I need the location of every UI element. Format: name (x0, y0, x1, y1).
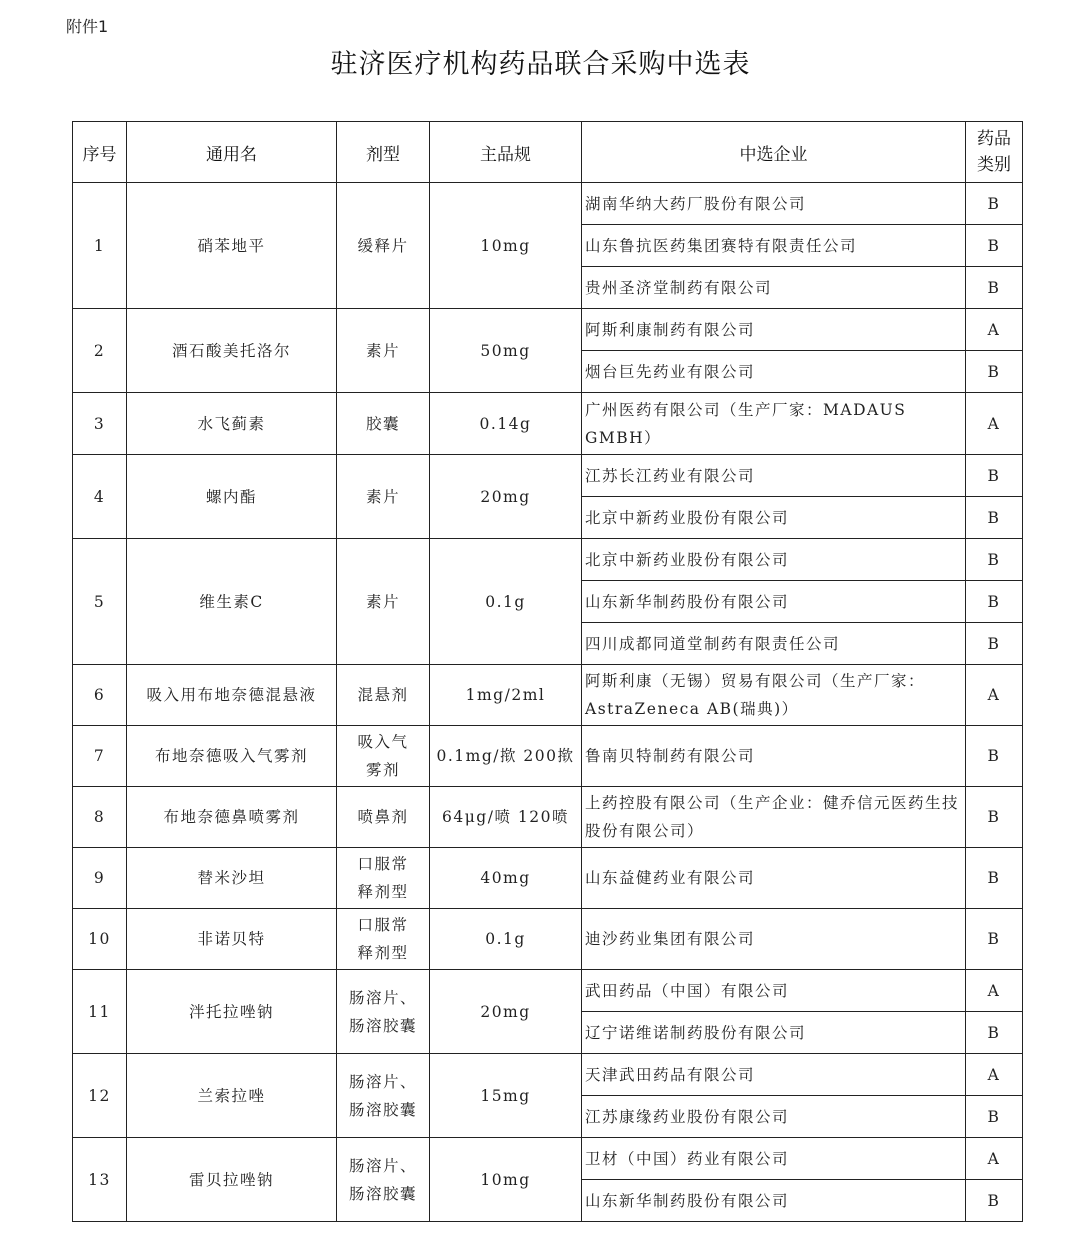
cell-company: 山东新华制药股份有限公司 (582, 581, 966, 623)
cell-company: 阿斯利康制药有限公司 (582, 309, 966, 351)
cell-spec: 0.14g (430, 393, 582, 455)
cell-category: B (966, 726, 1023, 787)
cell-company: 迪沙药业集团有限公司 (582, 909, 966, 970)
cell-spec: 10mg (430, 1138, 582, 1222)
cell-dosage-form (337, 970, 430, 1054)
table-row (73, 726, 1023, 787)
cell-category: B (966, 539, 1023, 581)
header-category: 药品类别 (966, 122, 1023, 183)
cell-dosage-form (337, 848, 430, 909)
cell-category: B (966, 581, 1023, 623)
header-company: 中选企业 (582, 122, 966, 183)
cell-category: B (966, 225, 1023, 267)
cell-category: A (966, 1138, 1023, 1180)
cell-dosage-form (337, 726, 430, 787)
dosage-form-text: 口服常释剂型 (357, 855, 409, 901)
table-row (73, 848, 1023, 909)
cell-no: 2 (73, 309, 127, 393)
cell-spec: 64μg/喷 120喷 (430, 787, 582, 848)
cell-dosage-form: 混悬剂 (337, 665, 430, 726)
cell-company: 贵州圣济堂制药有限公司 (582, 267, 966, 309)
cell-category: A (966, 665, 1023, 726)
table-row (73, 787, 1023, 848)
cell-generic-name: 雷贝拉唑钠 (127, 1138, 337, 1222)
dosage-form-text: 肠溶片、肠溶胶囊 (349, 1156, 418, 1203)
cell-no: 9 (73, 848, 127, 909)
cell-spec: 20mg (430, 455, 582, 539)
cell-generic-name: 布地奈德鼻喷雾剂 (127, 787, 337, 848)
cell-no: 8 (73, 787, 127, 848)
cell-company: 山东新华制药股份有限公司 (582, 1180, 966, 1222)
cell-dosage-form: 喷鼻剂 (337, 787, 430, 848)
cell-spec: 50mg (430, 309, 582, 393)
cell-dosage-form (337, 1138, 430, 1222)
cell-company: 辽宁诺维诺制药股份有限公司 (582, 1012, 966, 1054)
header-row (73, 122, 1023, 183)
cell-no: 6 (73, 665, 127, 726)
cell-category: A (966, 309, 1023, 351)
cell-no: 7 (73, 726, 127, 787)
cell-company: 山东鲁抗医药集团赛特有限责任公司 (582, 225, 966, 267)
cell-generic-name: 布地奈德吸入气雾剂 (127, 726, 337, 787)
cell-company: 江苏康缘药业股份有限公司 (582, 1096, 966, 1138)
header-spec: 主品规 (430, 122, 582, 183)
cell-company: 烟台巨先药业有限公司 (582, 351, 966, 393)
cell-category: B (966, 623, 1023, 665)
page-title: 驻济医疗机构药品联合采购中选表 (330, 49, 751, 80)
cell-category: A (966, 970, 1023, 1012)
cell-generic-name: 泮托拉唑钠 (127, 970, 337, 1054)
table-row (73, 909, 1023, 970)
cell-generic-name: 硝苯地平 (127, 183, 337, 309)
dosage-form-text: 口服常释剂型 (357, 916, 409, 962)
cell-spec: 10mg (430, 183, 582, 309)
cell-spec: 0.1g (430, 539, 582, 665)
cell-generic-name: 替米沙坦 (127, 848, 337, 909)
cell-category: B (966, 497, 1023, 539)
cell-category: B (966, 1012, 1023, 1054)
header-name: 通用名 (127, 122, 337, 183)
cell-dosage-form: 素片 (337, 455, 430, 539)
cell-category: A (966, 1054, 1023, 1096)
table-row (73, 1138, 1023, 1180)
cell-company: 北京中新药业股份有限公司 (582, 539, 966, 581)
cell-category: B (966, 267, 1023, 309)
cell-no: 11 (73, 970, 127, 1054)
cell-category: B (966, 787, 1023, 848)
dosage-form-text: 吸入气雾剂 (357, 733, 409, 779)
cell-company: 天津武田药品有限公司 (582, 1054, 966, 1096)
cell-category: B (966, 455, 1023, 497)
header-no: 序号 (73, 122, 127, 183)
cell-company: 武田药品（中国）有限公司 (582, 970, 966, 1012)
cell-no: 10 (73, 909, 127, 970)
cell-no: 4 (73, 455, 127, 539)
cell-spec: 20mg (430, 970, 582, 1054)
cell-generic-name: 水飞蓟素 (127, 393, 337, 455)
cell-category: B (966, 1180, 1023, 1222)
cell-company: 山东益健药业有限公司 (582, 848, 966, 909)
cell-category: B (966, 909, 1023, 970)
cell-no: 5 (73, 539, 127, 665)
cell-company: 上药控股有限公司（生产企业：健乔信元医药生技股份有限公司） (582, 787, 966, 848)
cell-spec: 15mg (430, 1054, 582, 1138)
cell-generic-name: 吸入用布地奈德混悬液 (127, 665, 337, 726)
table-row (73, 970, 1023, 1012)
attachment-label: 附件1 (66, 17, 109, 36)
table-row (73, 183, 1023, 225)
cell-spec: 1mg/2ml (430, 665, 582, 726)
cell-dosage-form: 素片 (337, 309, 430, 393)
cell-company: 湖南华纳大药厂股份有限公司 (582, 183, 966, 225)
cell-dosage-form: 胶囊 (337, 393, 430, 455)
table-row (73, 455, 1023, 497)
cell-category: A (966, 393, 1023, 455)
cell-spec: 0.1g (430, 909, 582, 970)
cell-no: 12 (73, 1054, 127, 1138)
cell-generic-name: 酒石酸美托洛尔 (127, 309, 337, 393)
cell-company: 四川成都同道堂制药有限责任公司 (582, 623, 966, 665)
cell-company: 阿斯利康（无锡）贸易有限公司（生产厂家：AstraZeneca AB(瑞典)） (582, 665, 966, 726)
table-row (73, 1054, 1023, 1096)
table-row (73, 539, 1023, 581)
cell-spec: 40mg (430, 848, 582, 909)
cell-company: 江苏长江药业有限公司 (582, 455, 966, 497)
cell-generic-name: 非诺贝特 (127, 909, 337, 970)
cell-spec: 0.1mg/揿 200揿 (430, 726, 582, 787)
cell-dosage-form: 素片 (337, 539, 430, 665)
cell-generic-name: 螺内酯 (127, 455, 337, 539)
procurement-table (72, 121, 1023, 1222)
cell-dosage-form (337, 1054, 430, 1138)
table-row (73, 393, 1023, 455)
table-row (73, 665, 1023, 726)
cell-category: B (966, 183, 1023, 225)
header-form: 剂型 (337, 122, 430, 183)
cell-company: 鲁南贝特制药有限公司 (582, 726, 966, 787)
dosage-form-text: 肠溶片、肠溶胶囊 (349, 1072, 418, 1119)
cell-generic-name: 维生素C (127, 539, 337, 665)
cell-dosage-form (337, 909, 430, 970)
cell-category: B (966, 848, 1023, 909)
cell-generic-name: 兰索拉唑 (127, 1054, 337, 1138)
cell-category: B (966, 1096, 1023, 1138)
cell-company: 北京中新药业股份有限公司 (582, 497, 966, 539)
cell-no: 3 (73, 393, 127, 455)
table-row (73, 309, 1023, 351)
cell-company: 广州医药有限公司（生产厂家：MADAUS GMBH） (582, 393, 966, 455)
cell-company: 卫材（中国）药业有限公司 (582, 1138, 966, 1180)
cell-category: B (966, 351, 1023, 393)
dosage-form-text: 肠溶片、肠溶胶囊 (349, 988, 418, 1035)
cell-no: 1 (73, 183, 127, 309)
cell-no: 13 (73, 1138, 127, 1222)
cell-dosage-form: 缓释片 (337, 183, 430, 309)
